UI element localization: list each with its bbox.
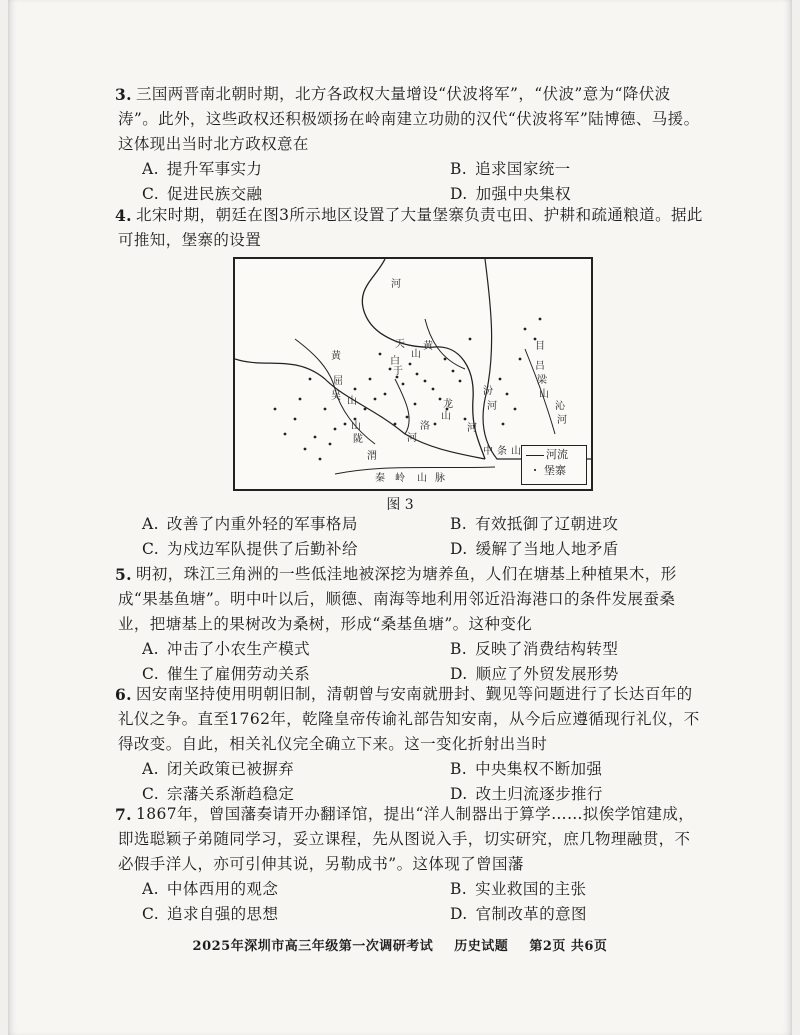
svg-text:河: 河 [487, 401, 497, 412]
svg-text:山: 山 [417, 473, 427, 484]
question-stem: 三国两晋南北朝时期，北方各政权大量增设“伏波将军”，“伏波”意为“降伏波涛”。此外，这些政权还积极颂扬在岭南建立功勋的汉代“伏波将军”陆博德、马援。这体现出当时北方政权意在 [118, 85, 700, 153]
figure-caption: 图 3 [386, 497, 414, 513]
question-stem: 明初，珠江三角洲的一些低洼地被深挖为塘养鱼，人们在塘基上种植果木，形成“果基鱼塘”。明中叶以后，顺德、南海等地利用邻近沿海港口的条件发展蚕桑业，把塘基上的果树改为桑树，形成“桑基鱼塘”。这种变化 [118, 565, 677, 633]
option-b[interactable]: B. 中央集权不断加强 [450, 760, 603, 778]
svg-text:山: 山 [411, 349, 421, 360]
option-a[interactable]: A. 中体西用的观念 [142, 880, 279, 898]
svg-text:天: 天 [395, 339, 405, 350]
options [118, 877, 704, 927]
svg-text:河: 河 [407, 433, 417, 444]
svg-text:白: 白 [390, 356, 400, 367]
question-4 [115, 203, 704, 253]
svg-text:黄: 黄 [423, 341, 433, 352]
option-d[interactable]: D. 加强中央集权 [450, 185, 572, 203]
question-7 [115, 802, 704, 927]
svg-text:龙: 龙 [443, 399, 453, 410]
question-stem: 北宋时期，朝廷在图3所示地区设置了大量堡寨负责屯田、护耕和疏通粮道。据此可推知，堡寨的设置 [118, 206, 703, 249]
svg-text:秦: 秦 [375, 473, 385, 484]
svg-text:汾: 汾 [483, 386, 493, 397]
option-a[interactable]: A. 改善了内重外轻的军事格局 [142, 515, 358, 533]
question-3 [115, 82, 704, 207]
svg-text:山: 山 [539, 389, 549, 400]
option-d[interactable]: D. 改土归流逐步推行 [450, 785, 603, 803]
question-5 [115, 562, 704, 687]
option-c[interactable]: C. 追求自强的思想 [142, 905, 279, 923]
svg-text:黄: 黄 [331, 351, 341, 362]
question-number: 7. [115, 805, 132, 824]
question-number: 5. [115, 565, 132, 584]
svg-text:梁: 梁 [537, 375, 547, 386]
option-b[interactable]: B. 追求国家统一 [450, 160, 571, 178]
footer-page-number: 第2页 共6页 [529, 939, 608, 954]
svg-text:中: 中 [483, 446, 493, 457]
question-4-options [118, 512, 704, 562]
option-c[interactable]: C. 宗藩关系渐趋稳定 [142, 785, 295, 803]
question-number: 4. [115, 206, 132, 225]
svg-text:河: 河 [467, 423, 477, 434]
svg-text:河: 河 [557, 415, 567, 426]
svg-text:吴: 吴 [331, 391, 341, 402]
page-footer [0, 935, 800, 954]
svg-text:陇: 陇 [353, 434, 363, 445]
question-number: 6. [115, 685, 132, 704]
question-6 [115, 682, 704, 807]
option-d[interactable]: D. 顺应了外贸发展形势 [450, 665, 619, 683]
svg-text:山: 山 [347, 396, 357, 407]
option-b[interactable]: B. 有效抵御了辽朝进攻 [450, 515, 619, 533]
option-c[interactable]: C. 催生了雇佣劳动关系 [142, 665, 311, 683]
option-d[interactable]: D. 缓解了当地人地矛盾 [450, 540, 619, 558]
question-stem: 1867年，曾国藩奏请开办翻译馆，提出“洋人制器出于算学……拟俟学馆建成，即选聪颖子弟随同学习，妥立课程，先从图说入手，切实研究，庶几物理融贯，不必假手洋人，亦可引伸其说，另勒成书”。这体现了曾国藩 [118, 805, 695, 873]
svg-text:沁: 沁 [555, 401, 565, 412]
svg-text:山: 山 [441, 411, 451, 422]
options [118, 512, 704, 562]
question-number: 3. [115, 85, 132, 104]
svg-text:洛: 洛 [420, 421, 430, 432]
svg-text:脉: 脉 [435, 473, 445, 484]
svg-text:条: 条 [497, 446, 507, 457]
svg-text:吕: 吕 [535, 361, 545, 372]
figure-3-map [233, 257, 593, 491]
svg-text:山: 山 [511, 446, 521, 457]
svg-text:屈: 屈 [333, 376, 343, 387]
svg-text:山: 山 [351, 421, 361, 432]
map-legend: 河流 · 堡寨 [521, 445, 587, 485]
option-d[interactable]: D. 官制改革的意图 [450, 905, 587, 923]
svg-text:渭: 渭 [367, 451, 377, 462]
svg-text:岭: 岭 [395, 473, 405, 484]
option-c[interactable]: C. 促进民族交融 [142, 185, 263, 203]
footer-subject: 历史试题 [454, 939, 509, 954]
option-c[interactable]: C. 为戍边军队提供了后勤补给 [142, 540, 358, 558]
fort-dot-icon: · [533, 464, 537, 477]
svg-text:目: 目 [535, 341, 545, 352]
options [118, 757, 704, 807]
question-stem: 因安南坚持使用明朝旧制，清朝曾与安南就册封、觐见等问题进行了长达百年的礼仪之争。直至1762年，乾隆皇帝传谕礼部告知安南，从今后应遵循现行礼仪，不得改变。自此，相关礼仪完全确立下来。这一变化折射出当时 [118, 685, 700, 753]
option-b[interactable]: B. 实业救国的主张 [450, 880, 587, 898]
svg-text:河: 河 [391, 279, 401, 290]
svg-text:于: 于 [393, 366, 403, 377]
options [118, 637, 704, 687]
option-a[interactable]: A. 闭关政策已被摒弃 [142, 760, 295, 778]
option-a[interactable]: A. 冲击了小农生产模式 [142, 640, 311, 658]
option-a[interactable]: A. 提升军事实力 [142, 160, 263, 178]
river-line-icon [526, 455, 544, 456]
footer-exam-title: 2025年深圳市高三年级第一次调研考试 [192, 939, 434, 954]
options [118, 157, 704, 207]
option-b[interactable]: B. 反映了消费结构转型 [450, 640, 619, 658]
